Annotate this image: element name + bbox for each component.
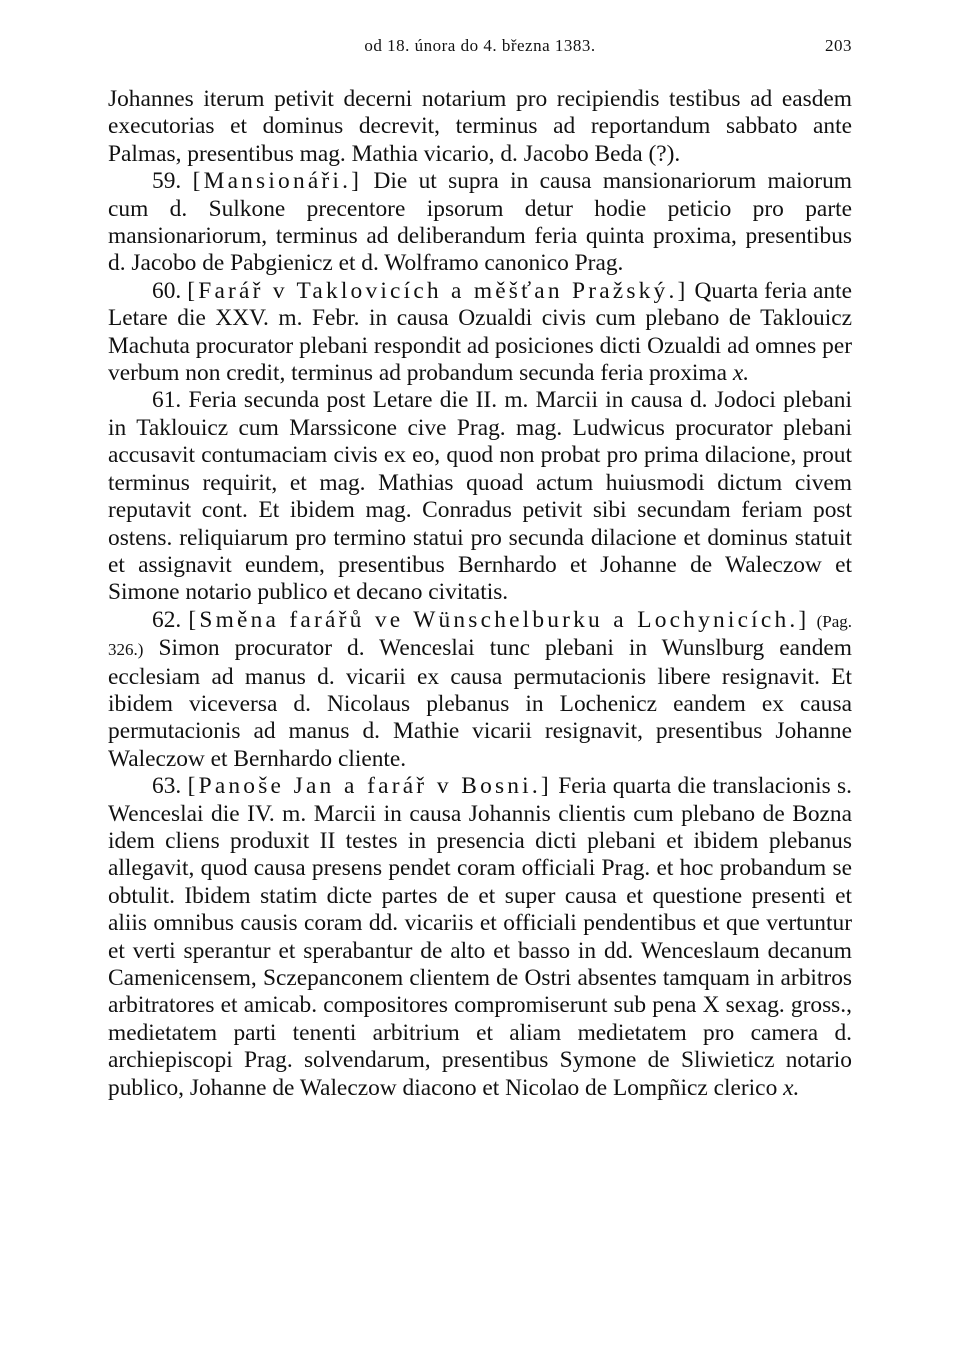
entry-63 xyxy=(108,773,852,1102)
entry-number: 62. xyxy=(152,606,182,633)
entry-number: 61. xyxy=(152,387,182,414)
body-text xyxy=(108,86,852,1102)
running-title: od 18. února do 4. března 1383. xyxy=(364,36,596,55)
entry-61 xyxy=(108,387,852,606)
entry-tail: x. xyxy=(732,360,750,387)
entry-number: 59. xyxy=(152,168,182,195)
entry-title: [Panoše Jan a farář v Bosni.] xyxy=(187,773,552,800)
entry-62 xyxy=(108,607,852,773)
paragraph-continuation xyxy=(108,86,852,168)
entry-title: [Farář v Taklovicích a měšťan Pražský.] xyxy=(187,277,689,304)
entry-60 xyxy=(108,278,852,388)
entry-59 xyxy=(108,168,852,278)
entry-text: Simon procurator d. Wenceslai tunc plebani in Wunslburg eandem ecclesiam ad manus d. vicarii ex causa permutacionis libere resignavit. Et ibidem viceversa d. Nicolaus plebanus in Lochenicz eandem ex causa permutacionis ad manus d. Mathie vicarii resignavit, presentibus Johanne Waleczow et Bernhardo cliente. xyxy=(108,635,852,772)
paragraph-text: Johannes iterum petivit decerni notarium pro recipiendis testibus ad easdem executorias et dominus decrevit, terminus ad reportandum sabbato ante Palmas, presentibus mag. Mathia vicario, d. Jacobo Beda (?). xyxy=(108,86,852,167)
entry-tail: x. xyxy=(783,1074,800,1101)
page-number: 203 xyxy=(825,36,852,55)
entry-text: Feria quarta die translacionis s. Wenceslai die IV. m. Marcii in causa Johannis clientis cum plebano de Bozna idem cliens produxit II testes in presencia dicti plebani et ibidem plebanus allegavit, quod causa presens pendet coram officiali Prag. et hoc probandum se obtulit. Ibidem statim dicte partes de et super causa et questione presenti et aliis omnibus causis coram dd. vicariis et officiali pendentibus et que vertuntur et verti sperantur et sperabantur de alto et basso in dd. Wenceslaum decanum Camenicensem, Sczepanconem clientem de Ostri absentes tamquam in arbitros arbitratores et amicab. compositores compromiserunt sub pena X sexag. gross., medietatem parti tenenti arbitrium et aliam medietatem pro camera d. archiepiscopi Prag. solvendarum, presentibus Symone de Sliwieticz notario publico, Johanne de Waleczow diacono et Nicolao de Lompñicz clerico xyxy=(108,773,852,1101)
entry-number: 60. xyxy=(152,277,182,304)
entry-title: [Mansionáři.] xyxy=(192,168,363,195)
page-reference: (Pag. 326.) xyxy=(108,611,852,660)
entry-text: Feria secunda post Letare die II. m. Marcii in causa d. Jodoci plebani in Taklouicz cum Marssicone cive Prag. mag. Ludwicus procurator plebani accusavit contumaciam civis ex eo, quod non probat pro prima dilacione, prout terminus requirit, et mag. Mathias quoad actum huiusmodi dictum civem reputavit cont. Et ibidem mag. Conradus petivit sibi secundam feriam post ostens. reliquiarum pro termino statui pro secunda dilacione et dominus statuit et assignavit eundem, presentibus Bernhardo et Johanne de Waleczow et Simone notario publico et decano civitatis. xyxy=(108,387,852,606)
entry-text: Die ut supra in causa mansionariorum maiorum cum d. Sulkone precentore ipsorum detur hodie peticio pro parte mansionariorum, terminus ad deliberandum feria quinta proxima, presentibus d. Jacobo de Pabgienicz et d. Wolframo canonico Prag. xyxy=(108,168,852,277)
entry-text: Quarta feria ante Letare die XXV. m. Febr. in causa Ozualdi civis cum plebano de Taklouicz Machuta procurator plebani respondit ad posiciones dicti Ozualdi ad omnes per verbum non credit, terminus ad probandum secunda feria proxima xyxy=(108,277,852,387)
running-header xyxy=(108,30,852,64)
document-page xyxy=(108,30,852,1102)
entry-title: [Směna farářů ve Wünschelburku a Lochynicích.] xyxy=(188,606,810,633)
entry-number: 63. xyxy=(152,773,182,800)
